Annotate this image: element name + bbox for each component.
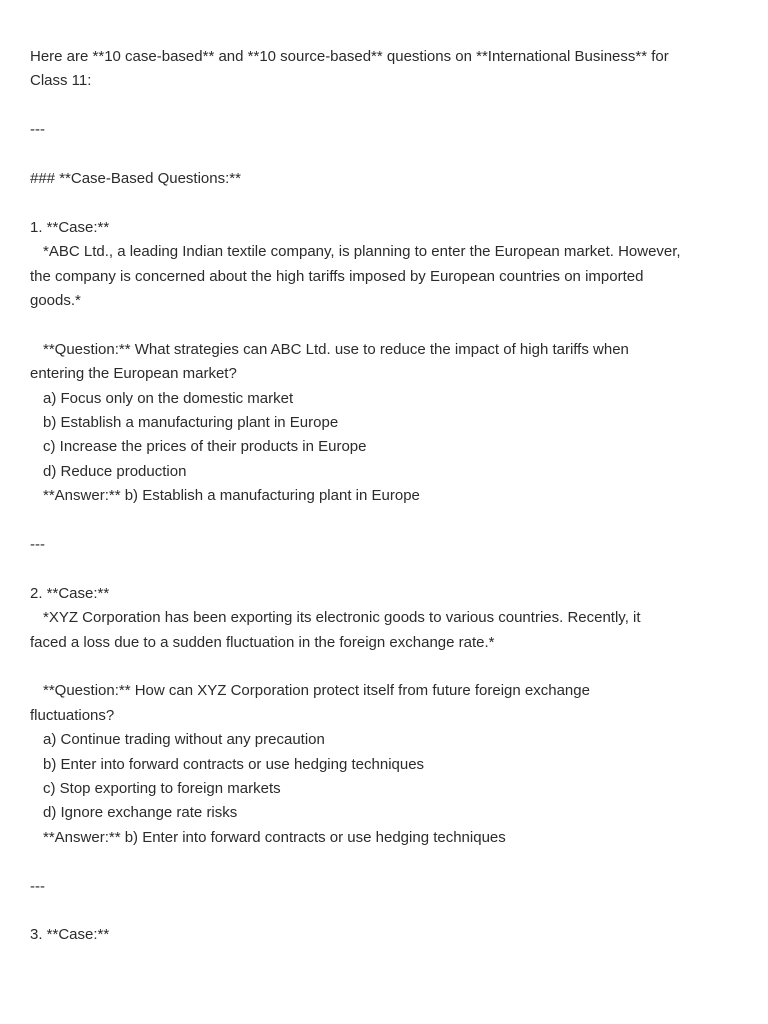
q2-option-b: b) Enter into forward contracts or use hedging techniques bbox=[43, 755, 425, 773]
document-body bbox=[30, 45, 742, 948]
q2-title: 2. **Case:** bbox=[30, 584, 110, 602]
section-heading: ### **Case-Based Questions:** bbox=[30, 170, 241, 187]
q3-title: 3. **Case:** bbox=[30, 926, 110, 944]
q1-option-c: c) Increase the prices of their products in Europe bbox=[43, 438, 367, 456]
q2-question-line-1: **Question:** How can XYZ Corporation protect itself from future foreign exchange bbox=[43, 682, 590, 700]
separator: --- bbox=[30, 536, 45, 554]
q1-case-line-3: goods.* bbox=[30, 292, 81, 310]
q1-case-line-2: the company is concerned about the high tariffs imposed by European countries on imported bbox=[30, 267, 644, 285]
q1-answer: **Answer:** b) Establish a manufacturing plant in Europe bbox=[43, 487, 420, 505]
separator: --- bbox=[30, 877, 45, 895]
q1-option-d: d) Reduce production bbox=[43, 462, 187, 480]
q2-option-a: a) Continue trading without any precaution bbox=[43, 731, 325, 749]
q2-answer: **Answer:** b) Enter into forward contracts or use hedging techniques bbox=[43, 828, 506, 846]
q2-case-line-2: faced a loss due to a sudden fluctuation in the foreign exchange rate.* bbox=[30, 633, 495, 651]
q1-case-line-1: *ABC Ltd., a leading Indian textile company, is planning to enter the European market. However, bbox=[43, 243, 681, 261]
q1-question-line-1: **Question:** What strategies can ABC Ltd. use to reduce the impact of high tariffs when bbox=[43, 340, 629, 358]
q1-option-a: a) Focus only on the domestic market bbox=[43, 389, 294, 407]
q1-question-line-2: entering the European market? bbox=[30, 365, 237, 383]
separator: --- bbox=[30, 121, 45, 139]
intro-line-2: Class 11: bbox=[30, 72, 92, 90]
q2-option-c: c) Stop exporting to foreign markets bbox=[43, 780, 281, 798]
q2-case-line-1: *XYZ Corporation has been exporting its electronic goods to various countries. Recently, it bbox=[43, 609, 641, 627]
q1-option-b: b) Establish a manufacturing plant in Europe bbox=[43, 414, 339, 432]
q2-option-d: d) Ignore exchange rate risks bbox=[43, 804, 238, 822]
q2-question-line-2: fluctuations? bbox=[30, 706, 115, 724]
q1-title: 1. **Case:** bbox=[30, 218, 110, 236]
intro-line-1: Here are **10 case-based** and **10 source-based** questions on **International Business** for bbox=[30, 48, 669, 65]
